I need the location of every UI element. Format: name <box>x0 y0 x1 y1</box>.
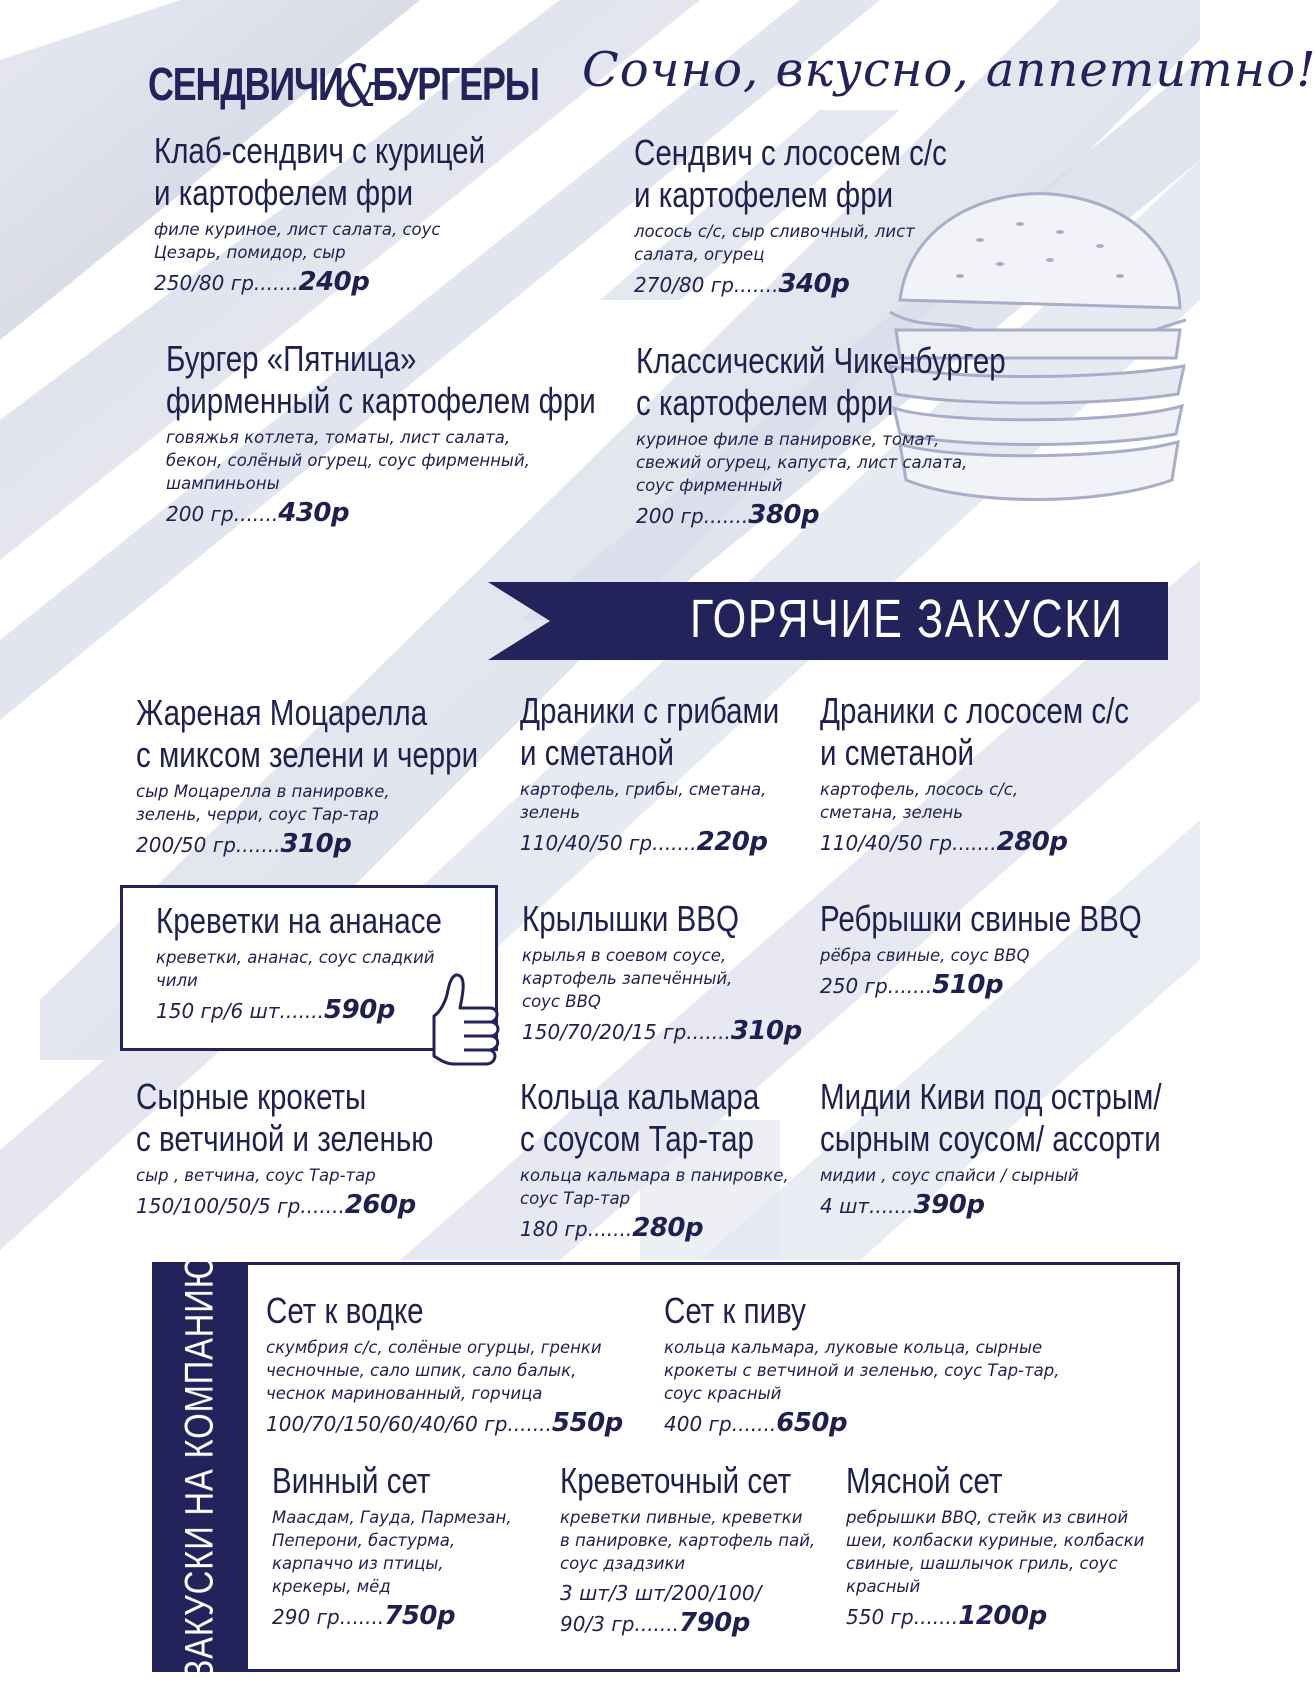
item-title-line2: и картофелем фри <box>634 174 894 215</box>
item-price: 380р <box>748 500 820 530</box>
item-description-line2: зелень, черри, соус Тар-тар <box>136 805 379 824</box>
item-description-line2: сметана, зелень <box>820 803 963 822</box>
menu-item-cheese-croquettes <box>136 1076 499 1220</box>
item-weight: 270/80 гр....... <box>634 273 779 297</box>
item-title: Винный сет <box>272 1460 431 1501</box>
item-weight-price <box>664 1409 1059 1438</box>
item-description: крылья в соевом соусе, <box>522 946 727 965</box>
section-title-sandwiches-burgers <box>148 46 539 120</box>
thumbs-up-icon <box>420 968 504 1076</box>
item-title: Сендвич с лососем с/с <box>634 132 947 173</box>
item-price: 280р <box>632 1213 704 1243</box>
item-description-line2: бекон, солёный огурец, соус фирменный, <box>166 451 530 470</box>
item-title: Крылышки BBQ <box>522 898 739 939</box>
item-weight: 200 гр....... <box>166 502 279 526</box>
item-price: 280р <box>996 827 1068 857</box>
menu-item-fried-mozzarella <box>136 692 553 859</box>
item-price: 310р <box>730 1016 802 1046</box>
item-description-line2: в панировке, картофель пай, <box>560 1531 816 1550</box>
menu-item-chickenburger <box>636 340 1087 530</box>
menu-item-salmon-sandwich <box>634 132 1016 299</box>
item-title-line2: с миксом зелени и черри <box>136 734 479 775</box>
item-description-line3: соус фирменный <box>636 476 783 495</box>
item-weight: 200 гр....... <box>636 504 749 528</box>
item-description: картофель, лосось с/с, <box>820 780 1019 799</box>
item-price: 550р <box>551 1408 623 1438</box>
item-description: ребрышки BBQ, стейк из свиной <box>846 1508 1129 1527</box>
menu-item-club-sandwich <box>154 130 558 297</box>
section-title-hot-appetizers: ГОРЯЧИЕ ЗАКУСКИ <box>690 589 1124 649</box>
slogan: Сочно, вкусно, аппетитно! <box>582 42 1316 98</box>
item-title: Мясной сет <box>846 1460 1003 1501</box>
item-description: лосось с/с, сыр сливочный, лист <box>634 222 915 241</box>
item-description-line2: Цезарь, помидор, сыр <box>154 243 346 262</box>
item-description-line2: зелень <box>520 803 581 822</box>
item-weight: 90/3 гр....... <box>560 1612 679 1636</box>
item-weight-price <box>136 830 553 859</box>
item-description-line2: шеи, колбаски куриные, колбаски <box>846 1531 1145 1550</box>
item-weight: 4 шт....... <box>820 1194 914 1218</box>
item-price: 240р <box>298 267 370 297</box>
item-weight: 180 гр....... <box>520 1217 633 1241</box>
item-price: 260р <box>344 1190 416 1220</box>
item-description-line2: картофель запечённый, <box>522 969 733 988</box>
item-title: Сет к пиву <box>664 1290 806 1331</box>
item-price: 790р <box>678 1608 750 1638</box>
menu-item-wine-set <box>272 1460 512 1631</box>
item-description-line2: чили <box>156 971 198 990</box>
item-weight-price <box>636 501 1087 530</box>
item-weight-price <box>522 1017 802 1046</box>
item-title: Классический Чикенбургер <box>636 340 1006 381</box>
item-description: Маасдам, Гауда, Пармезан, <box>272 1508 512 1527</box>
item-weight-price <box>272 1602 512 1631</box>
item-title-line2: с ветчиной и зеленью <box>136 1118 434 1159</box>
item-title: Клаб-сендвич с курицей <box>154 130 486 171</box>
item-title-line2: фирменный с картофелем фри <box>166 380 596 421</box>
item-title: Драники с лососем с/с <box>820 690 1130 731</box>
item-description-line2: крокеты с ветчиной и зеленью, соус Тар-тар, <box>664 1361 1060 1380</box>
item-weight: 100/70/150/60/40/60 гр....... <box>266 1412 552 1436</box>
item-price: 510р <box>932 970 1004 1000</box>
item-description: говяжья котлета, томаты, лист салата, <box>166 428 511 447</box>
item-title: Драники с грибами <box>520 690 780 731</box>
item-title-line2: сырным соусом/ ассорти <box>820 1118 1161 1159</box>
item-description: креветки, ананас, соус сладкий <box>156 948 435 967</box>
item-price: 590р <box>324 995 395 1025</box>
item-weight-price <box>560 1609 842 1638</box>
item-weight-price <box>820 1191 1237 1220</box>
item-description: мидии , соус спайси / сырный <box>820 1166 1079 1185</box>
item-title: Сырные крокеты <box>136 1076 367 1117</box>
item-description-line3: соус дзадзики <box>560 1554 686 1573</box>
item-weight: 250/80 гр....... <box>154 271 299 295</box>
item-description: куриное филе в панировке, томат, <box>636 430 940 449</box>
item-description: сыр , ветчина, соус Тар-тар <box>136 1166 376 1185</box>
item-weight-price <box>820 971 1212 1000</box>
item-description-line3: шампиньоны <box>166 474 280 493</box>
item-description: филе куриное, лист салата, соус <box>154 220 441 239</box>
item-price: 1200р <box>958 1601 1047 1631</box>
title-word-burgers: БУРГЕРЫ <box>372 58 539 110</box>
item-weight: 200/50 гр....... <box>136 833 281 857</box>
item-description-line3: свиные, шашлычок гриль, соус <box>846 1554 1118 1573</box>
item-title-line2: и сметаной <box>820 732 975 773</box>
menu-item-shrimp-set <box>560 1460 842 1638</box>
menu-item-kiwi-mussels <box>820 1076 1237 1220</box>
item-description-line3: соус красный <box>664 1384 782 1403</box>
item-weight-price <box>136 1191 499 1220</box>
menu-item-draniki-salmon <box>820 690 1197 857</box>
item-price: 430р <box>278 498 350 528</box>
item-description-line3: карпаччо из птицы, <box>272 1554 444 1573</box>
item-title: Креветки на ананасе <box>156 900 442 941</box>
item-description-line3: соус BBQ <box>522 992 601 1011</box>
item-description: сыр Моцарелла в панировке, <box>136 782 390 801</box>
item-weight-price <box>634 270 1016 299</box>
item-title-line2: с соусом Тар-тар <box>520 1118 754 1159</box>
item-description-line2: соус Тар-тар <box>520 1189 631 1208</box>
item-description: скумбрия с/с, солёные огурцы, гренки <box>266 1338 602 1357</box>
menu-item-beer-set <box>664 1290 1059 1438</box>
item-weight: 110/40/50 гр....... <box>820 831 997 855</box>
item-weight-price <box>154 268 558 297</box>
menu-item-squid-rings <box>520 1076 812 1243</box>
item-price: 750р <box>384 1601 456 1631</box>
item-price: 650р <box>776 1408 848 1438</box>
item-price: 310р <box>280 829 352 859</box>
item-weight-line1: 3 шт/3 шт/200/100/ <box>560 1581 762 1605</box>
item-title: Бургер «Пятница» <box>166 338 417 379</box>
item-title: Жареная Моцарелла <box>136 692 428 733</box>
item-description: креветки пивные, креветки <box>560 1508 803 1527</box>
item-weight-price <box>520 828 836 857</box>
item-price: 220р <box>696 827 768 857</box>
item-weight: 110/40/50 гр....... <box>520 831 697 855</box>
item-price: 390р <box>913 1190 985 1220</box>
menu-item-vodka-set <box>266 1290 623 1438</box>
item-weight: 290 гр....... <box>272 1605 385 1629</box>
item-title-line2: с картофелем фри <box>636 382 894 423</box>
item-description-line2: Пеперони, бастурма, <box>272 1531 456 1550</box>
menu-item-burger-friday <box>166 338 690 528</box>
item-weight-price <box>820 828 1197 857</box>
item-description-line3: чеснок маринованный, горчица <box>266 1384 543 1403</box>
menu-item-bbq-ribs <box>820 898 1212 1000</box>
item-title: Креветочный сет <box>560 1460 792 1501</box>
title-word-sandwiches: СЕНДВИЧИ <box>148 58 343 110</box>
item-weight-price <box>520 1214 812 1243</box>
item-weight-price <box>166 499 690 528</box>
item-title: Мидии Киви под острым/ <box>820 1076 1162 1117</box>
item-title-line2: и картофелем фри <box>154 172 414 213</box>
item-title: Ребрышки свиные BBQ <box>820 898 1142 939</box>
item-price: 340р <box>778 269 850 299</box>
section-title-company-snacks: ЗАКУСКИ НА КОМПАНИЮ <box>177 1254 222 1680</box>
item-weight-price <box>846 1602 1144 1631</box>
item-weight: 400 гр....... <box>664 1412 777 1436</box>
item-description-line4: красный <box>846 1577 921 1596</box>
menu-item-draniki-mushrooms <box>520 690 836 857</box>
item-title: Сет к водке <box>266 1290 424 1331</box>
item-description-line2: салата, огурец <box>634 245 765 264</box>
item-description-line4: крекеры, мёд <box>272 1577 391 1596</box>
item-weight: 150/70/20/15 гр....... <box>522 1020 731 1044</box>
menu-item-meat-set <box>846 1460 1144 1631</box>
item-weight-price <box>266 1409 623 1438</box>
item-description: картофель, грибы, сметана, <box>520 780 767 799</box>
item-weight: 550 гр....... <box>846 1605 959 1629</box>
item-weight: 250 гр....... <box>820 974 933 998</box>
item-weight: 150/100/50/5 гр....... <box>136 1194 345 1218</box>
item-description: кольца кальмара, луковые кольца, сырные <box>664 1338 1043 1357</box>
item-title: Кольца кальмара <box>520 1076 760 1117</box>
item-weight: 150 гр/6 шт....... <box>156 999 325 1023</box>
item-description: рёбра свиные, соус BBQ <box>820 946 1030 965</box>
title-ampersand: & <box>337 52 378 120</box>
item-description-line2: чесночные, сало шпик, сало балык, <box>266 1361 577 1380</box>
item-description: кольца кальмара в панировке, <box>520 1166 789 1185</box>
menu-item-bbq-wings <box>522 898 802 1046</box>
item-title-line2: и сметаной <box>520 732 675 773</box>
item-description-line2: свежий огурец, капуста, лист салата, <box>636 453 968 472</box>
